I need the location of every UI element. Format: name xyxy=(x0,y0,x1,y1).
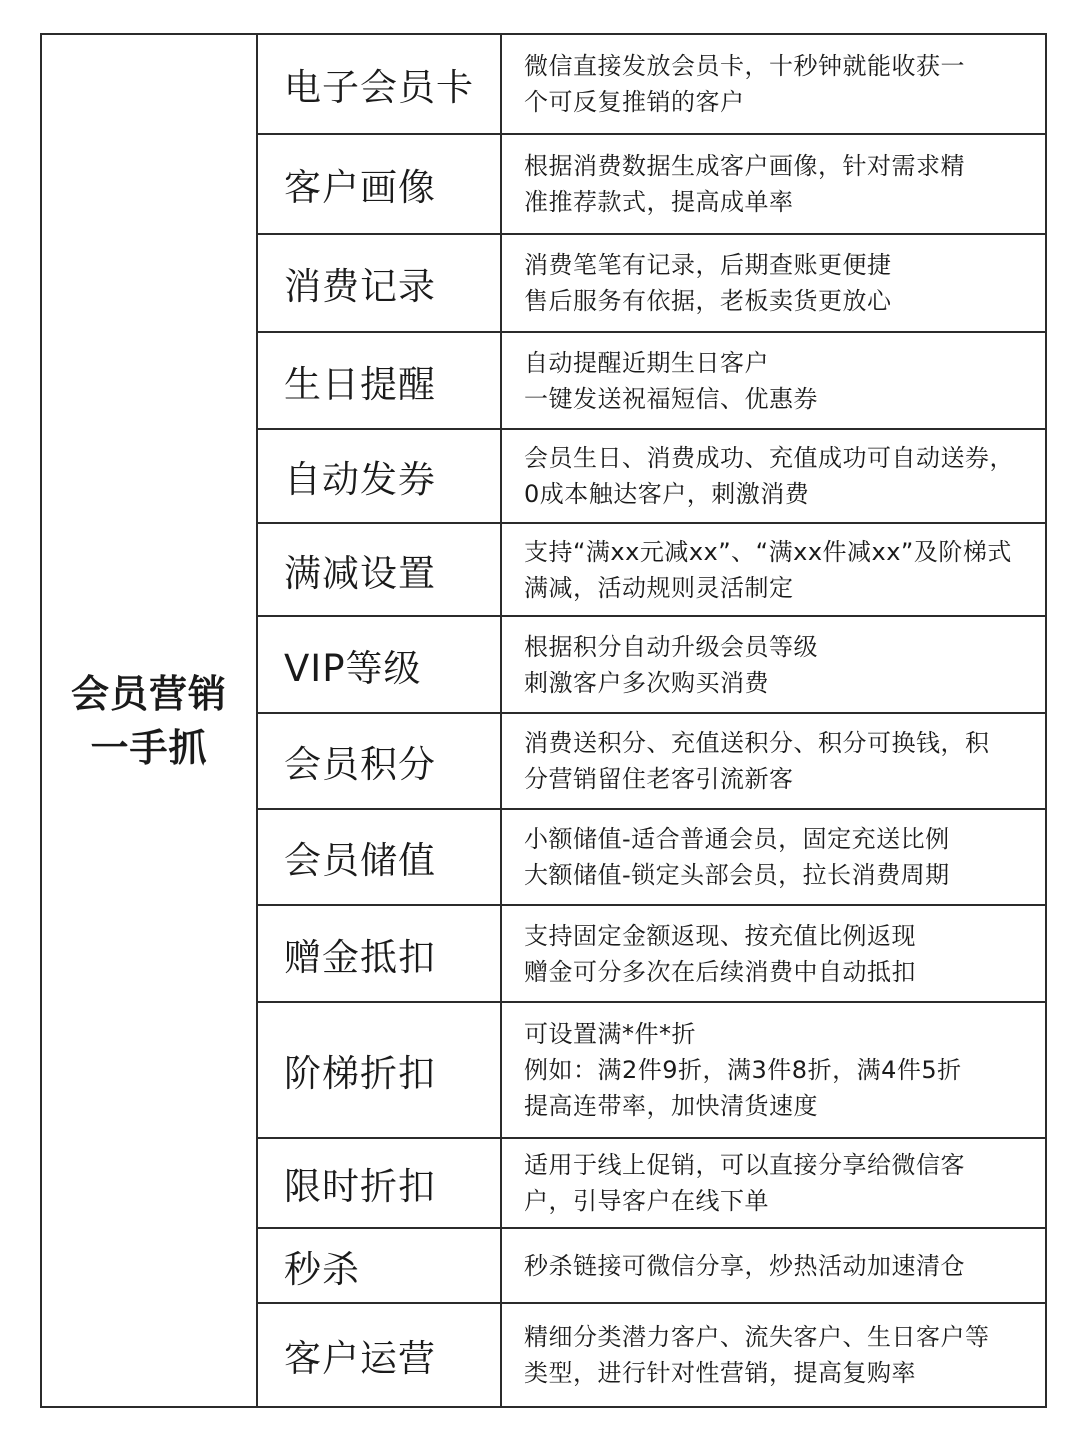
description-cell xyxy=(501,1138,1046,1228)
feature-cell xyxy=(257,1228,501,1303)
feature-cell xyxy=(257,713,501,809)
feature-name: 阶梯折扣 xyxy=(284,1052,436,1095)
feature-cell xyxy=(257,134,501,234)
category-cell xyxy=(41,34,257,1407)
feature-description: 会员生日、消费成功、充值成功可自动送券， 0成本触达客户，刺激消费 xyxy=(524,444,1014,508)
feature-name: 会员积分 xyxy=(284,743,436,786)
feature-name: 赠金抵扣 xyxy=(284,935,436,979)
feature-description: 小额储值-适合普通会员，固定充送比例 大额储值-锁定头部会员，拉长消费周期 xyxy=(524,825,950,889)
feature-name: 满减设置 xyxy=(284,551,436,595)
description-cell xyxy=(501,523,1046,616)
feature-name: 客户画像 xyxy=(284,166,436,209)
feature-description: 消费笔笔有记录，后期查账更便捷 售后服务有依据，老板卖货更放心 xyxy=(524,251,892,315)
description-cell xyxy=(501,429,1046,523)
feature-cell xyxy=(257,234,501,332)
feature-description: 支持“满xx元减xx”、“满xx件减xx”及阶梯式 满减，活动规则灵活制定 xyxy=(524,537,1012,602)
feature-cell xyxy=(257,616,501,713)
feature-description: 适用于线上促销，可以直接分享给微信客 户，引导客户在线下单 xyxy=(524,1151,965,1215)
feature-cell xyxy=(257,809,501,905)
feature-cell xyxy=(257,429,501,523)
feature-name: 电子会员卡 xyxy=(284,66,474,109)
feature-name: 自动发券 xyxy=(284,458,436,501)
feature-cell xyxy=(257,34,501,134)
description-cell xyxy=(501,616,1046,713)
feature-cell xyxy=(257,905,501,1002)
category-label: 会员营销 一手抓 xyxy=(70,671,227,770)
feature-cell xyxy=(257,1002,501,1138)
description-cell xyxy=(501,713,1046,809)
feature-table xyxy=(40,33,1047,1408)
table-row xyxy=(41,34,1046,134)
feature-cell xyxy=(257,1303,501,1407)
description-cell xyxy=(501,905,1046,1002)
description-cell xyxy=(501,134,1046,234)
feature-description: 微信直接发放会员卡，十秒钟就能收获一 个可反复推销的客户 xyxy=(524,52,965,116)
feature-cell xyxy=(257,523,501,616)
description-cell xyxy=(501,1002,1046,1138)
description-cell xyxy=(501,332,1046,429)
feature-description: 根据积分自动升级会员等级 刺激客户多次购买消费 xyxy=(524,632,818,697)
description-cell xyxy=(501,809,1046,905)
feature-description: 自动提醒近期生日客户 一键发送祝福短信、优惠券 xyxy=(524,348,818,413)
feature-description: 根据消费数据生成客户画像，针对需求精 准推荐款式，提高成单率 xyxy=(524,152,965,216)
feature-name: 客户运营 xyxy=(284,1337,436,1380)
feature-name: 消费记录 xyxy=(284,265,436,308)
feature-name: 生日提醒 xyxy=(284,362,436,406)
feature-name: 会员储值 xyxy=(284,839,436,882)
feature-description: 支持固定金额返现、按充值比例返现 赠金可分多次在后续消费中自动抵扣 xyxy=(524,921,916,986)
feature-cell xyxy=(257,332,501,429)
description-cell xyxy=(501,234,1046,332)
description-cell xyxy=(501,1228,1046,1303)
feature-name: VIP等级 xyxy=(284,646,422,690)
feature-name: 限时折扣 xyxy=(284,1165,436,1208)
feature-description: 秒杀链接可微信分享，炒热活动加速清仓 xyxy=(524,1251,965,1280)
description-cell xyxy=(501,1303,1046,1407)
feature-description: 可设置满*件*折 例如：满2件9折，满3件8折，满4件5折 提高连带率，加快清货速度 xyxy=(524,1020,962,1120)
feature-description: 消费送积分、充值送积分、积分可换钱，积 分营销留住老客引流新客 xyxy=(524,729,990,793)
feature-name: 秒杀 xyxy=(284,1247,360,1291)
description-cell xyxy=(501,34,1046,134)
feature-cell xyxy=(257,1138,501,1228)
feature-description: 精细分类潜力客户、流失客户、生日客户等 类型，进行针对性营销，提高复购率 xyxy=(524,1323,990,1387)
feature-table-body xyxy=(41,34,1046,1407)
